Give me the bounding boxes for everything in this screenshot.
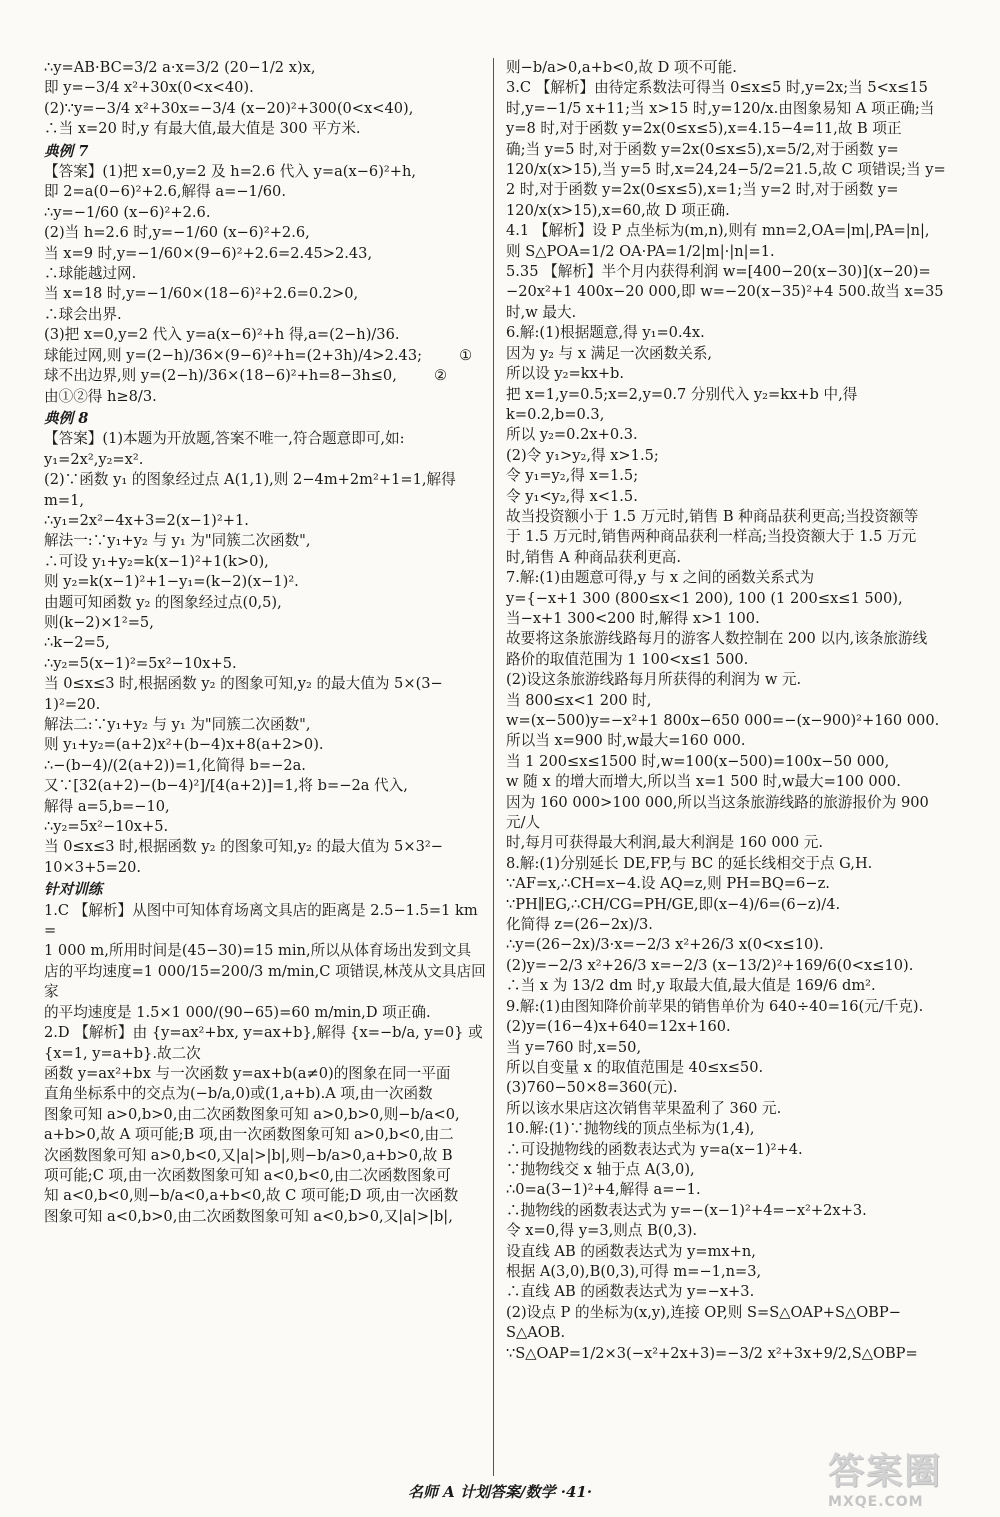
right-column-line: ∴直线 AB 的函数表达式为 y=−x+3. [506,1283,755,1301]
left-column-line: 1.C 【解析】从图中可知体育场离文具店的距离是 2.5−1.5=1 km= [44,901,478,940]
left-column-line: 又∵[32(a+2)−(b−4)²]/[4(a+2)]=1,将 b=−2a 代入, [44,777,408,795]
right-column-line: 把 x=1,y=0.5;x=2,y=0.7 分别代入 y₂=kx+b 中,得 [506,385,858,403]
right-column-line: 所以该水果店这次销售苹果盈利了 360 元. [506,1099,782,1117]
right-column-line: 所以当 x=900 时,w最大=160 000. [506,732,746,750]
left-column-line: ∴y=AB·BC=3/2 a·x=3/2 (20−1/2 x)x, [44,59,316,76]
left-column-line: 函数 y=ax²+bx 与一次函数 y=ax+b(a≠0)的图象在同一平面 [44,1064,451,1082]
right-column-line: 时,y=−1/5 x+11;当 x>15 时,y=120/x.由图象易知 A 项正确;当 [506,99,935,117]
left-column-line: 当 x=18 时,y=−1/60×(18−6)²+2.6=0.2>0, [44,285,359,303]
left-column-line: ∴y₁=2x²−4x+3=2(x−1)²+1. [44,511,249,529]
left-column-line: 即 y=−3/4 x²+30x(0<x<40). [44,79,254,97]
right-column-line: S△AOB. [506,1324,566,1342]
site-watermark [828,1443,978,1510]
right-column-line: 7.解:(1)由题意可得,y 与 x 之间的函数关系式为 [506,569,815,587]
right-column-line: ∵S△OAP=1/2×3(−x²+2x+3)=−3/2 x²+3x+9/2,S△OBP= [506,1344,918,1362]
right-column [506,58,952,1364]
right-column-line: 确;当 y=5 时,对于函数 y=2x(0≤x≤5),x=5/2,对于函数 y= [506,140,899,158]
left-column-line: 的平均速度是 1.5×1 000/(90−65)=60 m/min,D 项正确. [44,1003,431,1021]
watermark-url: MXQE.COM [828,1494,924,1510]
right-column-line: 8.解:(1)分别延长 DE,FP,与 BC 的延长线相交于点 G,H. [506,854,873,872]
right-column-line: (3)760−50×8=360(元). [506,1079,678,1097]
right-column-line: ∴可设抛物线的函数表达式为 y=a(x−1)²+4. [506,1140,803,1158]
right-column-line: ∴0=a(3−1)²+4,解得 a=−1. [506,1181,701,1199]
right-column-line: 于 1.5 万元时,销售两种商品获利一样高;当投资额大于 1.5 万元 [506,528,917,546]
left-column-line: a+b>0,故 A 项可能;B 项,由一次函数图象可知 a>0,b<0,由二 [44,1126,454,1144]
left-column-line: 当 0≤x≤3 时,根据函数 y₂ 的图象可知,y₂ 的最大值为 5×3²− [44,838,443,856]
right-column-line: k=0.2,b=0.3, [506,405,605,423]
page-footer: 名师 A 计划答案/数学 ·41· [407,1483,593,1501]
left-column-line: 【答案】(1)本题为开放题,答案不唯一,符合题意即可,如: [44,430,405,448]
left-column-line: (2)∵函数 y₁ 的图象经过点 A(1,1),则 2−4m+2m²+1=1,解得 [44,471,456,489]
left-column-line: ∴球会出界. [44,305,122,323]
left-column-line: ∴球能越过网. [44,265,137,283]
right-column-line: 则−b/a>0,a+b<0,故 D 项不可能. [506,59,737,76]
right-column-line: 因为 y₂ 与 x 满足一次函数关系, [506,344,713,362]
right-column-line: (2)y=(16−4)x+640=12x+160. [506,1018,731,1036]
right-column-line: −20x²+1 400x−20 000,即 w=−20(x−35)²+4 500.故当 x=35 [506,283,944,301]
left-column [44,58,486,1227]
right-column-line: 故要将这条旅游线路每月的游客人数控制在 200 以内,该条旅游线 [506,630,928,648]
right-column-line: 化简得 z=(26−2x)/3. [506,916,653,934]
right-column-line: 时,w 最大. [506,303,577,321]
right-column-line: ∴y=(26−2x)/3·x=−2/3 x²+26/3 x(0<x≤10). [506,936,824,954]
left-column-line: 球能过网,则 y=(2−h)/36×(9−6)²+h=(2+3h)/4>2.43; ① [44,346,473,364]
left-column-line: 即 2=a(0−6)²+2.6,解得 a=−1/60. [44,183,286,201]
left-column-line: 知 a<0,b<0,则−b/a<0,a+b<0,故 C 项可能;D 项,由一次函数 [44,1187,459,1205]
right-column-line: 2 时,对于函数 y=2x(0≤x≤5),x=1;当 y=2 时,对于函数 y= [506,181,899,199]
right-column-line: ∵AF=x,∴CH=x−4.设 AQ=z,则 PH=BQ=6−z. [506,875,830,893]
right-column-line: 时,销售 A 种商品获利更高. [506,548,682,566]
left-column-line: 典例 8 [44,409,89,427]
right-column-line: (2)y=−2/3 x²+26/3 x=−2/3 (x−13/2)²+169/6(0<x≤10). [506,956,914,974]
left-column-line: (3)把 x=0,y=2 代入 y=a(x−6)²+h 得,a=(2−h)/36. [44,326,400,344]
right-column-line: 时,每月可获得最大利润,最大利润是 160 000 元. [506,834,824,852]
right-column-line: 当 800≤x<1 200 时, [506,691,652,709]
right-column-line: 120/x(x>15),当 y=5 时,x=24,24−5/2=21.5,故 C 项错误;当 y= [506,161,946,179]
right-column-line: w 随 x 的增大而增大,所以当 x=1 500 时,w最大=100 000. [506,773,901,791]
right-column-line: 当 1 200≤x≤1500 时,w=100(x−500)=100x−50 000, [506,752,890,770]
left-column-line: 则 y₁+y₂=(a+2)x²+(b−4)x+8(a+2>0). [44,736,324,754]
left-column-line: y₁=2x²,y₂=x². [44,450,144,468]
right-column-line: (2)设点 P 的坐标为(x,y),连接 OP,则 S=S△OAP+S△OBP− [506,1303,901,1321]
right-column-line: 令 y₁=y₂,得 x=1.5; [506,467,639,485]
left-column-line: 直角坐标系中的交点为(−b/a,0)或(1,a+b).A 项,由一次函数 [44,1085,433,1103]
right-column-line: 因为 160 000>100 000,所以当这条旅游线路的旅游报价为 900 元/人 [506,793,934,832]
left-column-line: ∴当 x=20 时,y 有最大值,最大值是 300 平方米. [44,120,361,138]
left-column-line: 次函数图象可知 a>0,b<0,又|a|>|b|,则−b/a>0,a+b>0,故 B [44,1146,453,1164]
left-column-line: 1)²=20. [44,695,101,713]
left-column-line: (2)当 h=2.6 时,y=−1/60 (x−6)²+2.6, [44,224,310,242]
left-column-line: 图象可知 a>0,b>0,由二次函数图象可知 a>0,b>0,则−b/a<0, [44,1105,460,1123]
right-column-line: 所以 y₂=0.2x+0.3. [506,426,638,444]
left-column-line: 典例 7 [44,142,89,160]
right-column-line: 故当投资额小于 1.5 万元时,销售 B 种商品获利更高;当投资额等 [506,507,919,525]
left-column-line: ∴−(b−4)/(2(a+2))=1,化简得 b=−2a. [44,756,306,774]
right-column-line: 所以自变量 x 的取值范围是 40≤x≤50. [506,1058,764,1076]
right-column-line: (2)令 y₁>y₂,得 x>1.5; [506,446,659,464]
right-column-line: 令 y₁<y₂,得 x<1.5. [506,487,638,505]
left-column-line: 【答案】(1)把 x=0,y=2 及 h=2.6 代入 y=a(x−6)²+h, [44,163,417,181]
left-column-line: 当 x=9 时,y=−1/60×(9−6)²+2.6=2.45>2.43, [44,244,373,262]
left-column-line: 由题可知函数 y₂ 的图象经过点(0,5), [44,593,282,611]
right-column-line: 则 S△POA=1/2 OA·PA=1/2|m|·|n|=1. [506,242,775,260]
left-column-line: 项可能;C 项,由一次函数图象可知 a<0,b<0,由二次函数图象可 [44,1166,451,1184]
right-column-line: y={−x+1 300 (800≤x<1 200), 100 (1 200≤x≤1 500), [506,589,903,607]
left-column-line: 1 000 m,所用时间是(45−30)=15 min,所以从体育场出发到文具 [44,942,472,960]
watermark-logo: 答案圈 [828,1451,943,1492]
right-column-line: 令 x=0,得 y=3,则点 B(0,3). [506,1222,698,1240]
left-column-line: 解法二:∵y₁+y₂ 与 y₁ 为"同簇二次函数", [44,716,311,733]
right-column-line: 根据 A(3,0),B(0,3),可得 m=−1,n=3, [506,1262,762,1280]
left-column-line: 2.D 【解析】由 {y=ax²+bx, y=ax+b},解得 {x=−b/a, y=0} 或 {x=1, y=a+b}.故二次 [44,1024,488,1062]
left-column-line: 店的平均速度=1 000/15=200/3 m/min,C 项错误,林茂从文具店回家 [44,962,486,1001]
right-column-line: 4.1 【解析】设 P 点坐标为(m,n),则有 mn=2,OA=|m|,PA=|n|, [506,222,930,240]
left-column-line: 图象可知 a<0,b>0,由二次函数图象可知 a<0,b>0,又|a|>|b|, [44,1207,453,1225]
right-column-line: ∵抛物线交 x 轴于点 A(3,0), [506,1160,695,1178]
left-column-line: 解法一:∵y₁+y₂ 与 y₁ 为"同簇二次函数", [44,532,311,550]
column-divider [493,58,494,1476]
right-column-line: 当−x+1 300<200 时,解得 x>1 100. [506,609,760,627]
left-column-line: 10×3+5=20. [44,858,142,876]
left-column-line: 由①②得 h≥8/3. [44,387,157,405]
left-column-line: 则(k−2)×1²=5, [44,613,154,631]
left-column-line: 球不出边界,则 y=(2−h)/36×(18−6)²+h=8−3h≤0, ② [44,367,448,385]
right-column-line: ∴抛物线的函数表达式为 y=−(x−1)²+4=−x²+2x+3. [506,1201,867,1219]
right-column-line: w=(x−500)y=−x²+1 800x−650 000=−(x−900)²+160 000. [506,712,940,729]
left-column-line: ∴y₂=5x²−10x+5. [44,818,169,836]
right-column-line: 当 y=760 时,x=50, [506,1038,642,1056]
left-column-line: 针对训练 [44,881,103,899]
left-column-line: ∴可设 y₁+y₂=k(x−1)²+1(k>0), [44,552,269,570]
left-column-line: 解得 a=5,b=−10, [44,797,170,815]
right-column-line: 3.C 【解析】由待定系数法可得当 0≤x≤5 时,y=2x;当 5<x≤15 [506,79,928,97]
right-column-line: 6.解:(1)根据题意,得 y₁=0.4x. [506,324,705,342]
right-column-line: (2)设这条旅游线路每月所获得的利润为 w 元. [506,671,802,689]
left-column-line: 当 0≤x≤3 时,根据函数 y₂ 的图象可知,y₂ 的最大值为 5×(3− [44,675,443,693]
right-column-line: 所以设 y₂=kx+b. [506,365,625,383]
left-column-line: m=1, [44,491,84,509]
right-column-line: 120/x(x>15),x=60,故 D 项正确. [506,201,730,219]
right-column-line: ∵PH∥EG,∴CH/CG=PH/GE,即(x−4)/6=(6−z)/4. [506,895,841,913]
right-column-line: 路价的取值范围为 1 100<x≤1 500. [506,650,749,668]
left-column-line: (2)∵y=−3/4 x²+30x=−3/4 (x−20)²+300(0<x<40), [44,99,414,117]
left-column-line: ∴k−2=5, [44,634,110,652]
left-column-line: ∴y₂=5(x−1)²=5x²−10x+5. [44,654,237,672]
right-column-line: y=8 时,对于函数 y=2x(0≤x≤5),x=4.15−4=11,故 B 项正 [506,120,902,138]
right-column-line: 5.35 【解析】半个月内获得利润 w=[400−20(x−30)](x−20)= [506,263,931,281]
right-column-line: ∴当 x 为 13/2 dm 时,y 取最大值,最大值是 169/6 dm². [506,977,876,995]
right-column-line: 设直线 AB 的函数表达式为 y=mx+n, [506,1242,756,1260]
left-column-line: ∴y=−1/60 (x−6)²+2.6. [44,203,211,221]
right-column-line: 10.解:(1)∵抛物线的顶点坐标为(1,4), [506,1120,755,1138]
left-column-line: 则 y₂=k(x−1)²+1−y₁=(k−2)(x−1)². [44,573,299,591]
right-column-line: 9.解:(1)由图知降价前苹果的销售单价为 640÷40=16(元/千克). [506,997,924,1015]
